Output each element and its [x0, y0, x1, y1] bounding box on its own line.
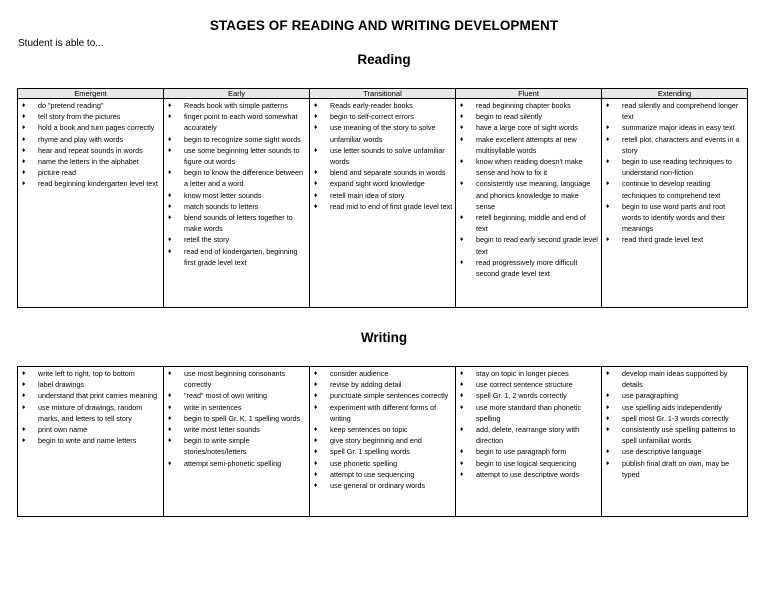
bullet-item: ♦ know when reading doesn't make sense and how to fix it [458, 156, 599, 178]
bullet-item: ♦ begin to spell Gr. K, 1 spelling words [166, 413, 307, 424]
reading-list-fluent [458, 100, 599, 279]
reading-cell [602, 99, 748, 308]
bullet-item: ♦ add, delete, rearrange story with direction [458, 424, 599, 446]
bullet-item: ♦ picture read [20, 167, 161, 178]
bullet-item: ♦ develop main ideas supported by details [604, 368, 745, 390]
bullet-item: ♦ begin to know the difference between a letter and a word [166, 167, 307, 189]
writing-list-transitional [312, 368, 453, 491]
bullet-item: ♦ begin to read early second grade level text [458, 234, 599, 256]
bullet-item: ♦ use letter sounds to solve unfamiliar words [312, 145, 453, 167]
bullet-item: ♦ use descriptive language [604, 446, 745, 457]
bullet-item: ♦ summarize major ideas in easy text [604, 122, 745, 133]
reading-header-row [18, 89, 748, 99]
bullet-item: ♦ read third grade level text [604, 234, 745, 245]
bullet-item: ♦ retell the story [166, 234, 307, 245]
bullet-item: ♦ begin to use reading techniques to understand non-fiction [604, 156, 745, 178]
bullet-item: ♦ begin to write simple stories/notes/letters [166, 435, 307, 457]
writing-row [18, 367, 748, 517]
bullet-item: ♦ write left to right, top to bottom [20, 368, 161, 379]
bullet-item: ♦ hear and repeat sounds in words [20, 145, 161, 156]
writing-cell [456, 367, 602, 517]
writing-table [17, 366, 748, 517]
writing-list-extending [604, 368, 745, 480]
bullet-item: ♦ finger point to each word somewhat accurately [166, 111, 307, 133]
bullet-item: ♦ read silently and comprehend longer text [604, 100, 745, 122]
bullet-item: ♦ print own name [20, 424, 161, 435]
reading-cell [310, 99, 456, 308]
writing-list-early [166, 368, 307, 469]
bullet-item: ♦ tell story from the pictures [20, 111, 161, 122]
bullet-item: ♦ consider audience [312, 368, 453, 379]
bullet-item: ♦ match sounds to letters [166, 201, 307, 212]
reading-cell [18, 99, 164, 308]
writing-cell [18, 367, 164, 517]
bullet-item: ♦ begin to write and name letters [20, 435, 161, 446]
bullet-item: ♦ revise by adding detail [312, 379, 453, 390]
bullet-item: ♦ hold a book and turn pages correctly [20, 122, 161, 133]
bullet-item: ♦ expand sight word knowledge [312, 178, 453, 189]
bullet-item: ♦ read end of kindergarten, beginning first grade level text [166, 246, 307, 268]
bullet-item: ♦ read beginning chapter books [458, 100, 599, 111]
bullet-item: ♦ make excellent attempts at new multisyllable words [458, 134, 599, 156]
bullet-item: ♦ begin to use paragraph form [458, 446, 599, 457]
bullet-item: ♦ use general or ordinary words [312, 480, 453, 491]
reading-list-transitional [312, 100, 453, 212]
bullet-item: ♦ publish final draft on own, may be typed [604, 458, 745, 480]
col-header-transitional: Transitional [310, 89, 456, 99]
bullet-item: ♦ begin to read silently [458, 111, 599, 122]
bullet-item: ♦ retell beginning, middle and end of text [458, 212, 599, 234]
bullet-item: ♦ attempt to use descriptive words [458, 469, 599, 480]
bullet-item: ♦ read mid to end of first grade level text [312, 201, 453, 212]
bullet-item: ♦ rhyme and play with words [20, 134, 161, 145]
bullet-item: ♦ label drawings [20, 379, 161, 390]
col-header-emergent: Emergent [18, 89, 164, 99]
reading-cell [456, 99, 602, 308]
bullet-item: ♦ give story beginning and end [312, 435, 453, 446]
bullet-item: ♦ use paragraphing [604, 390, 745, 401]
bullet-item: ♦ consistently use meaning, language and phonics knowledge to make sense [458, 178, 599, 212]
bullet-item: ♦ attempt semi-phonetic spelling [166, 458, 307, 469]
bullet-item: ♦ use mixture of drawings, random marks, and letters to tell story [20, 402, 161, 424]
bullet-item: ♦ begin to self-correct errors [312, 111, 453, 122]
page-title: STAGES OF READING AND WRITING DEVELOPMENT [209, 18, 559, 33]
bullet-item: ♦ use most beginning consonants correctly [166, 368, 307, 390]
bullet-item: ♦ have a large core of sight words [458, 122, 599, 133]
bullet-item: ♦ stay on topic in longer pieces [458, 368, 599, 379]
bullet-item: ♦ begin to recognize some sight words [166, 134, 307, 145]
bullet-item: ♦ attempt to use sequencing [312, 469, 453, 480]
bullet-item: ♦ continue to develop reading techniques to comprehend text [604, 178, 745, 200]
bullet-item: ♦ retell main idea of story [312, 190, 453, 201]
col-header-extending: Extending [602, 89, 748, 99]
bullet-item: ♦ retell plot, characters and events in a story [604, 134, 745, 156]
bullet-item: ♦ spell Gr. 1 spelling words [312, 446, 453, 457]
bullet-item: ♦ read progressively more difficult second grade level text [458, 257, 599, 279]
bullet-item: ♦ begin to use logical sequencing [458, 458, 599, 469]
bullet-item: ♦ consistently use spelling patterns to spell unfamiliar words [604, 424, 745, 446]
bullet-item: ♦ Reads early-reader books [312, 100, 453, 111]
bullet-item: ♦ write most letter sounds [166, 424, 307, 435]
reading-table [17, 88, 748, 308]
reading-cell [164, 99, 310, 308]
bullet-item: ♦ do "pretend reading" [20, 100, 161, 111]
bullet-item: ♦ use phonetic spelling [312, 458, 453, 469]
writing-heading: Writing [360, 330, 408, 345]
bullet-item: ♦ keep sentences on topic [312, 424, 453, 435]
bullet-item: ♦ know most letter sounds [166, 190, 307, 201]
bullet-item: ♦ blend and separate sounds in words [312, 167, 453, 178]
bullet-item: ♦ use spelling aids independently [604, 402, 745, 413]
reading-heading: Reading [357, 52, 411, 67]
bullet-item: ♦ use more standard than phonetic spelling [458, 402, 599, 424]
reading-list-emergent [20, 100, 161, 190]
writing-cell [602, 367, 748, 517]
bullet-item: ♦ Reads book with simple patterns [166, 100, 307, 111]
bullet-item: ♦ experiment with different forms of writing [312, 402, 453, 424]
reading-list-early [166, 100, 307, 268]
bullet-item: ♦ spell most Gr. 1-3 words correctly [604, 413, 745, 424]
reading-row [18, 99, 748, 308]
bullet-item: ♦ write in sentences [166, 402, 307, 413]
bullet-item: ♦ name the letters in the alphabet [20, 156, 161, 167]
bullet-item: ♦ "read" most of own writing [166, 390, 307, 401]
writing-list-fluent [458, 368, 599, 480]
writing-cell [310, 367, 456, 517]
bullet-item: ♦ begin to use word parts and root words to identify words and their meanings [604, 201, 745, 235]
bullet-item: ♦ use correct sentence structure [458, 379, 599, 390]
subtitle: Student is able to... [18, 38, 104, 49]
col-header-fluent: Fluent [456, 89, 602, 99]
col-header-early: Early [164, 89, 310, 99]
bullet-item: ♦ read beginning kindergarten level text [20, 178, 161, 189]
writing-cell [164, 367, 310, 517]
bullet-item: ♦ use meaning of the story to solve unfamiliar words [312, 122, 453, 144]
bullet-item: ♦ spell Gr. 1, 2 words correctly [458, 390, 599, 401]
reading-list-extending [604, 100, 745, 246]
bullet-item: ♦ use some beginning letter sounds to figure out words [166, 145, 307, 167]
bullet-item: ♦ blend sounds of letters together to make words [166, 212, 307, 234]
bullet-item: ♦ punctuate simple sentences correctly [312, 390, 453, 401]
writing-list-emergent [20, 368, 161, 446]
bullet-item: ♦ understand that print carries meaning [20, 390, 161, 401]
